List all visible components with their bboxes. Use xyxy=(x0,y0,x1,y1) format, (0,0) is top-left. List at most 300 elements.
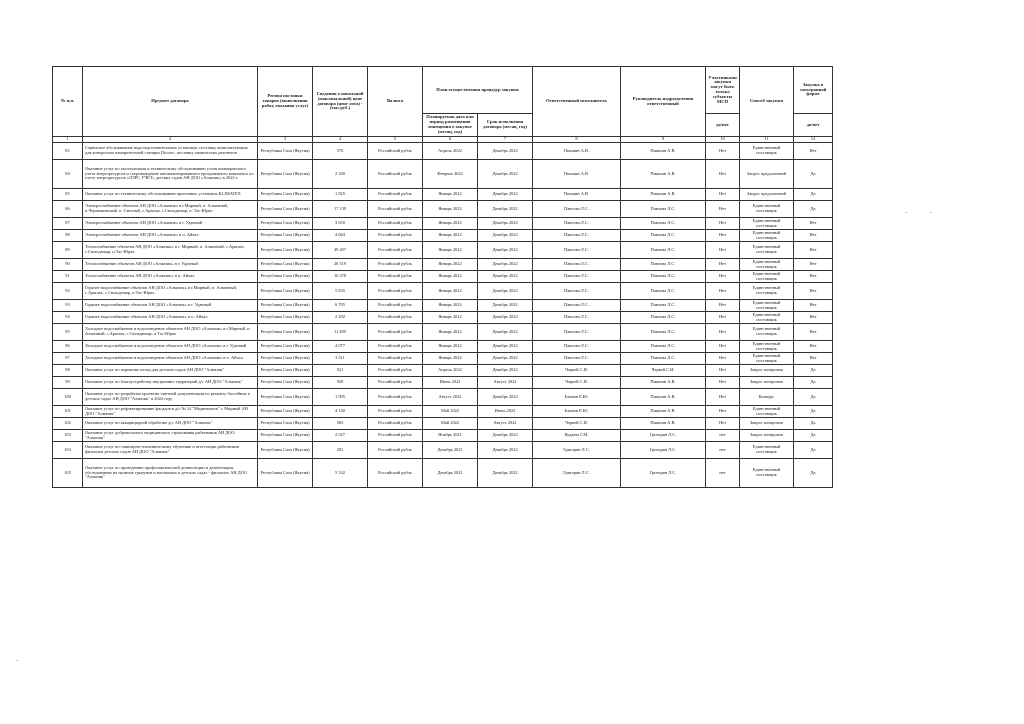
procurement-method: Единственный поставщик xyxy=(740,300,794,312)
delivery-region: Республика Саха (Якутия) xyxy=(258,389,313,406)
contract-term: Декабрь 2022 xyxy=(478,459,533,488)
contract-subject: Горячее водоснабжение объектов АН ДОО «Алмазик» в п. Айхал xyxy=(83,312,258,324)
smp-flag: Нет xyxy=(706,418,740,430)
department-head: Павлова Л.С. xyxy=(621,218,706,230)
planned-date: Январь 2022 xyxy=(423,201,478,218)
currency: Российский рубль xyxy=(368,300,423,312)
smp-flag: Нет xyxy=(706,377,740,389)
delivery-region: Республика Саха (Якутия) xyxy=(258,377,313,389)
smp-flag: Нет xyxy=(706,160,740,189)
header-smp: Участниками закупки могут быть только субъекты МСП xyxy=(706,67,740,114)
responsible-executor: Павлова Л.С. xyxy=(533,230,621,242)
header-executor: Ответственный исполнитель xyxy=(533,67,621,137)
planned-date: Январь 2022 xyxy=(423,300,478,312)
contract-term: Декабрь 2022 xyxy=(478,242,533,259)
header-region: Регион поставки товаров (выполнения работ, оказания услуг) xyxy=(258,67,313,137)
row-number: 87 xyxy=(53,218,83,230)
contract-price: 1 825 xyxy=(313,189,368,201)
procurement-method: Запрос котировок xyxy=(740,418,794,430)
contract-price: 2 027 xyxy=(313,430,368,442)
planned-date: Январь 2022 xyxy=(423,283,478,300)
responsible-executor: Черкей С.И. xyxy=(533,418,621,430)
contract-price: 281 xyxy=(313,442,368,459)
table-row xyxy=(53,389,833,406)
contract-subject: Оказание услуг по санитарно-гигиеническому обучению и аттестации работников филиалов детских садов АН ДОО "Алмазик" xyxy=(83,442,258,459)
department-head: Павлова Л.С. xyxy=(621,283,706,300)
header-head: Руководитель подразделения ответственный xyxy=(621,67,706,137)
delivery-region: Республика Саха (Якутия) xyxy=(258,459,313,488)
electronic-flag: Да xyxy=(794,201,833,218)
planned-date: Август 2022 xyxy=(423,389,478,406)
row-number: 97 xyxy=(53,353,83,365)
row-number: 96 xyxy=(53,341,83,353)
row-number: 99 xyxy=(53,377,83,389)
contract-subject: Оказание услуг по проведению профилактической дезинсекции и дезинсекции, обследованию на наличие грызунов и насекомых в детских садах - филиалах АН ДОО "Алмазик" xyxy=(83,459,258,488)
smp-flag: Нет xyxy=(706,365,740,377)
table-row xyxy=(53,218,833,230)
procurement-method: Единственный поставщик xyxy=(740,242,794,259)
contract-price: 576 xyxy=(313,143,368,160)
column-number: 10 xyxy=(706,137,740,143)
contract-subject: Теплоснабжение объектов АН ДОО «Алмазик» в г. Удачный xyxy=(83,259,258,271)
header-electronic-sub: да/нет xyxy=(794,114,833,137)
department-head: Павлова Л.С. xyxy=(621,312,706,324)
smp-flag: Нет xyxy=(706,283,740,300)
department-head: Пикшин А.В. xyxy=(621,189,706,201)
currency: Российский рубль xyxy=(368,312,423,324)
contract-price: 6 705 xyxy=(313,300,368,312)
contract-term: Декабрь 2022 xyxy=(478,365,533,377)
delivery-region: Республика Саха (Якутия) xyxy=(258,406,313,418)
planned-date: Январь 2022 xyxy=(423,218,478,230)
contract-price: 4 077 xyxy=(313,341,368,353)
smp-flag: Нет xyxy=(706,201,740,218)
responsible-executor: Пикшин А.В. xyxy=(533,160,621,189)
currency: Российский рубль xyxy=(368,230,423,242)
procurement-method: Запрос котировок xyxy=(740,430,794,442)
header-row xyxy=(53,67,833,114)
currency: Российский рубль xyxy=(368,160,423,189)
contract-subject: Оказание услуг по благоустройству внутренних территорий д/с АН ДОО "Алмазик" xyxy=(83,377,258,389)
electronic-flag: Нет xyxy=(794,300,833,312)
electronic-flag: Да xyxy=(794,389,833,406)
procurement-plan-table xyxy=(52,66,833,488)
contract-price: 921 xyxy=(313,365,368,377)
delivery-region: Республика Саха (Якутия) xyxy=(258,341,313,353)
responsible-executor: Павлова Л.С. xyxy=(533,312,621,324)
procurement-method: Единственный поставщик xyxy=(740,271,794,283)
contract-term: Июнь 2022 xyxy=(478,406,533,418)
currency: Российский рубль xyxy=(368,189,423,201)
contract-term: Декабрь 2022 xyxy=(478,389,533,406)
electronic-flag: Нет xyxy=(794,341,833,353)
contract-subject: Оказание услуг добровольного медицинского страхования работников АН ДОО "Алмазик" xyxy=(83,430,258,442)
smp-flag: Нет xyxy=(706,300,740,312)
table-row xyxy=(53,377,833,389)
department-head: Григорян Л.С. xyxy=(621,459,706,488)
currency: Российский рубль xyxy=(368,430,423,442)
row-number: 83 xyxy=(53,143,83,160)
electronic-flag: Нет xyxy=(794,283,833,300)
department-head: Павлова Л.С. xyxy=(621,341,706,353)
electronic-flag: Да xyxy=(794,459,833,488)
column-number: 3 xyxy=(258,137,313,143)
header-smp-sub: да/нет xyxy=(706,114,740,137)
department-head: Пикшин А.В. xyxy=(621,389,706,406)
currency: Российский рубль xyxy=(368,459,423,488)
table-row xyxy=(53,324,833,341)
contract-term: Август 2022 xyxy=(478,377,533,389)
column-number: 8 xyxy=(533,137,621,143)
smp-flag: Нет xyxy=(706,143,740,160)
table-row xyxy=(53,201,833,218)
delivery-region: Республика Саха (Якутия) xyxy=(258,242,313,259)
procurement-method: Запрос предложений xyxy=(740,160,794,189)
contract-subject: Теплоснабжение объектов АН ДОО «Алмазик» в п. Айхал xyxy=(83,271,258,283)
row-number: 102 xyxy=(53,418,83,430)
table-row xyxy=(53,353,833,365)
table-row xyxy=(53,300,833,312)
contract-price: 26 519 xyxy=(313,259,368,271)
row-number: 95 xyxy=(53,324,83,341)
department-head: Григорян Л.С. xyxy=(621,430,706,442)
department-head: Черкей С.И. xyxy=(621,365,706,377)
header-currency: Валюта xyxy=(368,67,423,137)
procurement-method: Единственный поставщик xyxy=(740,341,794,353)
smp-flag: Нет xyxy=(706,324,740,341)
contract-price: 928 xyxy=(313,377,368,389)
header-electronic: Закупка в электронной форме xyxy=(794,67,833,114)
smp-flag: Нет xyxy=(706,271,740,283)
table-row xyxy=(53,418,833,430)
row-number: 88 xyxy=(53,230,83,242)
row-number: 93 xyxy=(53,300,83,312)
responsible-executor: Григорян Л.С. xyxy=(533,459,621,488)
planned-date: Январь 2022 xyxy=(423,189,478,201)
smp-flag: Нет xyxy=(706,389,740,406)
contract-term: Декабрь 2022 xyxy=(478,430,533,442)
department-head: Пикшин А.В. xyxy=(621,377,706,389)
delivery-region: Республика Саха (Якутия) xyxy=(258,324,313,341)
planned-date: Январь 2022 xyxy=(423,341,478,353)
responsible-executor: Павлова Л.С. xyxy=(533,324,621,341)
contract-price: 3 650 xyxy=(313,218,368,230)
scan-speck xyxy=(16,660,18,661)
column-number: 6 xyxy=(423,137,478,143)
electronic-flag: Нет xyxy=(794,143,833,160)
contract-subject: Горячее водоснабжение объектов АН ДОО «Алмазик» в г. Удачный xyxy=(83,300,258,312)
procurement-method: Единственный поставщик xyxy=(740,218,794,230)
procurement-method: Единственный поставщик xyxy=(740,230,794,242)
electronic-flag: Нет xyxy=(794,271,833,283)
row-number: 98 xyxy=(53,365,83,377)
responsible-executor: Кудаева Г.М. xyxy=(533,430,621,442)
contract-term: Декабрь 2022 xyxy=(478,259,533,271)
column-number: 12 xyxy=(794,137,833,143)
smp-flag: Нет xyxy=(706,218,740,230)
department-head: Павлова Л.С. xyxy=(621,300,706,312)
contract-price: 2 340 xyxy=(313,160,368,189)
procurement-method: Единственный поставщик xyxy=(740,442,794,459)
row-number: 85 xyxy=(53,189,83,201)
procurement-method: Единственный поставщик xyxy=(740,353,794,365)
contract-price: 5 635 xyxy=(313,283,368,300)
table-row xyxy=(53,143,833,160)
delivery-region: Республика Саха (Якутия) xyxy=(258,430,313,442)
electronic-flag: Да xyxy=(794,189,833,201)
header-plan-date: Планируемая дата или период размещения извещения о закупке (месяц, год) xyxy=(423,114,478,137)
header-price: Сведения о начальной (максимальной) цене договора (цене лота) - (тыс.руб.) xyxy=(313,67,368,137)
table-row xyxy=(53,341,833,353)
currency: Российский рубль xyxy=(368,442,423,459)
electronic-flag: Да xyxy=(794,160,833,189)
responsible-executor: Пикшин А.В. xyxy=(533,143,621,160)
table-row xyxy=(53,442,833,459)
row-number: 84 xyxy=(53,160,83,189)
smp-flag: Нет xyxy=(706,230,740,242)
contract-subject: Оказание услуг по рефлектированию фасадов в д/с № 14 "Медвежонок" г. Мирный АН ДОО "Алмазик" xyxy=(83,406,258,418)
contract-price: 4 140 xyxy=(313,406,368,418)
column-number: 1 xyxy=(53,137,83,143)
contract-term: Август 2022 xyxy=(478,418,533,430)
delivery-region: Республика Саха (Якутия) xyxy=(258,160,313,189)
procurement-method: Единственный поставщик xyxy=(740,406,794,418)
contract-subject: Сервисное обслуживание водоподготовительных установок, поставку комплектующих для контрольно измерительной станции Dicotec, поставку химических реагентов xyxy=(83,143,258,160)
table-row xyxy=(53,242,833,259)
department-head: Павлова Л.С. xyxy=(621,259,706,271)
contract-subject: Электроснабжение объектов АН ДОО «Алмазик» в г.Мирный, п. Алмазный, п.Чернышевский, п. Светлый, с.Арылах, с.Сюльдюкар, п. Тас-Юрях xyxy=(83,201,258,218)
contract-subject: Холодное водоснабжение и водоотведение объектов АН ДОО «Алмазик» в п. Айхал xyxy=(83,353,258,365)
smp-flag: Нет xyxy=(706,341,740,353)
smp-flag: Нет xyxy=(706,406,740,418)
row-number: 104 xyxy=(53,442,83,459)
contract-price: 49 457 xyxy=(313,242,368,259)
procurement-method: Запрос котировок xyxy=(740,377,794,389)
responsible-executor: Павлова Л.С. xyxy=(533,283,621,300)
procurement-method: Запрос котировок xyxy=(740,365,794,377)
currency: Российский рубль xyxy=(368,389,423,406)
contract-subject: Электроснабжение объектов АН ДОО «Алмазик» в г. Удачный xyxy=(83,218,258,230)
electronic-flag: Нет xyxy=(794,230,833,242)
delivery-region: Республика Саха (Якутия) xyxy=(258,353,313,365)
delivery-region: Республика Саха (Якутия) xyxy=(258,189,313,201)
header-plan-group: План осуществления процедур закупки xyxy=(423,67,533,114)
currency: Российский рубль xyxy=(368,242,423,259)
procurement-method: Единственный поставщик xyxy=(740,324,794,341)
planned-date: Май 2022 xyxy=(423,418,478,430)
department-head: Павлова Л.С. xyxy=(621,201,706,218)
contract-price: 1 905 xyxy=(313,389,368,406)
planned-date: Январь 2022 xyxy=(423,259,478,271)
planned-date: Апрель 2022 xyxy=(423,365,478,377)
electronic-flag: Нет xyxy=(794,259,833,271)
smp-flag: нет xyxy=(706,442,740,459)
contract-term: Декабрь 2022 xyxy=(478,189,533,201)
delivery-region: Республика Саха (Якутия) xyxy=(258,218,313,230)
currency: Российский рубль xyxy=(368,406,423,418)
electronic-flag: Нет xyxy=(794,242,833,259)
contract-subject: Оказание услуг по техническому обслуживанию приточных установок KLIMATEX xyxy=(83,189,258,201)
planned-date: Январь 2022 xyxy=(423,312,478,324)
column-number: 9 xyxy=(621,137,706,143)
planned-date: Январь 2022 xyxy=(423,271,478,283)
row-number: 86 xyxy=(53,201,83,218)
contract-subject: Оказание услуг по перевозке песка для детских садов АН ДОО "Алмазик" xyxy=(83,365,258,377)
delivery-region: Республика Саха (Якутия) xyxy=(258,418,313,430)
table-row xyxy=(53,406,833,418)
table-body xyxy=(53,143,833,488)
planned-date: Январь 2022 xyxy=(423,324,478,341)
department-head: Павлова Л.С. xyxy=(621,324,706,341)
responsible-executor: Павлова Л.С. xyxy=(533,353,621,365)
responsible-executor: Павлова Л.С. xyxy=(533,259,621,271)
contract-subject: Холодное водоснабжение и водоотведение объектов АН ДОО «Алмазик» в г.Мирный, п. Алмазный, с.Арылах, с.Сюльдюкар, п.Тас-Юрях xyxy=(83,324,258,341)
currency: Российский рубль xyxy=(368,271,423,283)
currency: Российский рубль xyxy=(368,259,423,271)
department-head: Пикшин А.В. xyxy=(621,143,706,160)
contract-term: Декабрь 2022 xyxy=(478,312,533,324)
smp-flag: Нет xyxy=(706,353,740,365)
planned-date: Апрель 2022 xyxy=(423,143,478,160)
contract-term: Декабрь 2022 xyxy=(478,324,533,341)
table-row xyxy=(53,259,833,271)
department-head: Пикшин А.В. xyxy=(621,406,706,418)
column-number: 11 xyxy=(740,137,794,143)
electronic-flag: Нет xyxy=(794,353,833,365)
row-number: 94 xyxy=(53,312,83,324)
contract-term: Декабрь 2022 xyxy=(478,353,533,365)
smp-flag: Нет xyxy=(706,189,740,201)
currency: Российский рубль xyxy=(368,324,423,341)
contract-price: 3 511 xyxy=(313,353,368,365)
currency: Российский рубль xyxy=(368,283,423,300)
smp-flag: нет xyxy=(706,459,740,488)
responsible-executor: Павлова Л.С. xyxy=(533,201,621,218)
contract-price: 11 499 xyxy=(313,324,368,341)
department-head: Пикшин А.В. xyxy=(621,418,706,430)
column-number: 7 xyxy=(478,137,533,143)
table-row xyxy=(53,430,833,442)
contract-subject: Оказание услуг по эксплуатации и техническому обслуживанию узлов коммерческого учета энергоресурсов и сопровождение автоматизированного программного комплекса по учету энергоресурсов «ЛЭРС УЧЕТ» детских садов АН ДОО «Алмазик» в 2022 г. xyxy=(83,160,258,189)
contract-term: Декабрь 2022 xyxy=(478,341,533,353)
electronic-flag: Да xyxy=(794,377,833,389)
electronic-flag: Нет xyxy=(794,218,833,230)
header-term: Срок исполнения договора (месяц, год) xyxy=(478,114,533,137)
currency: Российский рубль xyxy=(368,201,423,218)
smp-flag: Нет xyxy=(706,312,740,324)
department-head: Павлова Л.С. xyxy=(621,271,706,283)
smp-flag: Нет xyxy=(706,242,740,259)
smp-flag: Нет xyxy=(706,259,740,271)
contract-price: 17 139 xyxy=(313,201,368,218)
header-method: Способ закупки xyxy=(740,67,794,137)
planned-date: Январь 2022 xyxy=(423,242,478,259)
procurement-method: Единственный поставщик xyxy=(740,143,794,160)
department-head: Пикшин А.В. xyxy=(621,160,706,189)
delivery-region: Республика Саха (Якутия) xyxy=(258,230,313,242)
row-number: 101 xyxy=(53,406,83,418)
contract-subject: Электроснабжение объектов АН ДОО «Алмазик» в п. Айхал xyxy=(83,230,258,242)
table-row xyxy=(53,189,833,201)
contract-term: Декабрь 2022 xyxy=(478,143,533,160)
row-number: 89 xyxy=(53,242,83,259)
responsible-executor: Павлова Л.С. xyxy=(533,242,621,259)
smp-flag: нет xyxy=(706,430,740,442)
delivery-region: Республика Саха (Якутия) xyxy=(258,271,313,283)
electronic-flag: Нет xyxy=(794,324,833,341)
row-number: 92 xyxy=(53,283,83,300)
electronic-flag: Нет xyxy=(794,312,833,324)
row-number: 91 xyxy=(53,271,83,283)
currency: Российский рубль xyxy=(368,341,423,353)
currency: Российский рубль xyxy=(368,418,423,430)
contract-price: 583 xyxy=(313,418,368,430)
responsible-executor: Павлова Л.С. xyxy=(533,341,621,353)
table-row xyxy=(53,312,833,324)
electronic-flag: Да xyxy=(794,406,833,418)
planned-date: Май 2022 xyxy=(423,406,478,418)
contract-term: Декабрь 2022 xyxy=(478,283,533,300)
contract-price: 5 332 xyxy=(313,459,368,488)
planned-date: Декабрь 2021 xyxy=(423,459,478,488)
contract-subject: Холодное водоснабжение и водоотведение объектов АН ДОО «Алмазик» в г. Удачный xyxy=(83,341,258,353)
delivery-region: Республика Саха (Якутия) xyxy=(258,259,313,271)
procurement-method: Единственный поставщик xyxy=(740,201,794,218)
table-row xyxy=(53,459,833,488)
procurement-method: Единственный поставщик xyxy=(740,459,794,488)
department-head: Павлова Л.С. xyxy=(621,353,706,365)
responsible-executor: Павлова Л.С. xyxy=(533,218,621,230)
currency: Российский рубль xyxy=(368,377,423,389)
column-number: 2 xyxy=(83,137,258,143)
table-row xyxy=(53,283,833,300)
currency: Российский рубль xyxy=(368,365,423,377)
delivery-region: Республика Саха (Якутия) xyxy=(258,312,313,324)
contract-term: Декабрь 2022 xyxy=(478,300,533,312)
contract-term: Декабрь 2022 xyxy=(478,201,533,218)
planned-date: Февраль 2022 xyxy=(423,160,478,189)
contract-term: Декабрь 2022 xyxy=(478,271,533,283)
table-row xyxy=(53,160,833,189)
contract-term: Декабрь 2022 xyxy=(478,230,533,242)
scan-speck xyxy=(930,212,932,213)
procurement-method: Единственный поставщик xyxy=(740,283,794,300)
responsible-executor: Григорян Л.С. xyxy=(533,442,621,459)
contract-term: Декабрь 2022 xyxy=(478,218,533,230)
row-number: 103 xyxy=(53,430,83,442)
department-head: Григорян Л.С. xyxy=(621,442,706,459)
department-head: Павлова Л.С. xyxy=(621,230,706,242)
currency: Российский рубль xyxy=(368,143,423,160)
delivery-region: Республика Саха (Якутия) xyxy=(258,201,313,218)
row-number: 105 xyxy=(53,459,83,488)
procurement-method: Единственный поставщик xyxy=(740,312,794,324)
delivery-region: Республика Саха (Якутия) xyxy=(258,143,313,160)
contract-subject: Оказание услуг по аккарицидной обработке д/с АН ДОО "Алмазик" xyxy=(83,418,258,430)
responsible-executor: Черкей С.И. xyxy=(533,377,621,389)
delivery-region: Республика Саха (Якутия) xyxy=(258,442,313,459)
responsible-executor: Блинов Е.Ю. xyxy=(533,389,621,406)
responsible-executor: Пикшин А.В. xyxy=(533,189,621,201)
planned-date: Декабрь 2021 xyxy=(423,442,478,459)
electronic-flag: Да xyxy=(794,365,833,377)
contract-subject: Теплоснабжение объектов АН ДОО «Алмазик» в г. Мирный, п. Алмазный, с.Арылах, с.Сюльдюкар, п.Тас-Юрях xyxy=(83,242,258,259)
contract-price: 10 478 xyxy=(313,271,368,283)
contract-price: 4 664 xyxy=(313,230,368,242)
column-number: 5 xyxy=(368,137,423,143)
contract-price: 2 292 xyxy=(313,312,368,324)
responsible-executor: Блинов Е.Ю. xyxy=(533,406,621,418)
